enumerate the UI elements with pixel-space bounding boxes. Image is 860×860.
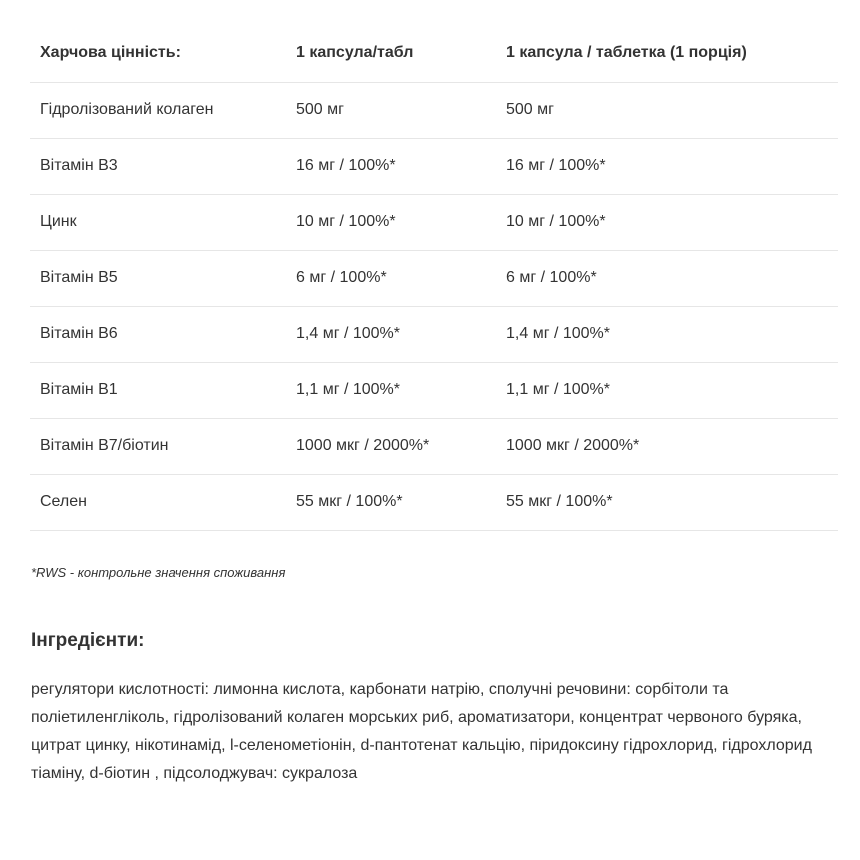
amount-per-capsule: 1,1 мг / 100%* <box>286 362 496 418</box>
nutrient-name: Вітамін В5 <box>30 250 286 306</box>
table-header-row <box>30 25 838 82</box>
nutrient-name: Вітамін В3 <box>30 138 286 194</box>
nutrient-name: Вітамін В7/біотин <box>30 418 286 474</box>
nutrition-table <box>30 25 838 531</box>
nutrient-name: Цинк <box>30 194 286 250</box>
amount-per-capsule: 10 мг / 100%* <box>286 194 496 250</box>
table-row <box>30 82 838 138</box>
header-per-capsule: 1 капсула/табл <box>286 25 496 82</box>
ingredients-heading: Інгредієнти: <box>31 630 145 651</box>
amount-per-serving: 10 мг / 100%* <box>496 194 838 250</box>
amount-per-serving: 6 мг / 100%* <box>496 250 838 306</box>
ingredients-text: регулятори кислотності: лимонна кислота, карбонати натрію, сполучні речовини: сорбітоли та поліетиленгліколь, гідролізований колаген морських риб, ароматизатори, концентрат червоного буряка, цитрат цинку, нікотинамід, l-селенометіонін, d-пантотенат кальцію, піридоксину гідрохлорид, гідрохлорид тіаміну, d-біотин , підсолоджувач: сукралоза <box>31 681 812 782</box>
amount-per-capsule: 55 мкг / 100%* <box>286 474 496 530</box>
nutrient-name: Селен <box>30 474 286 530</box>
amount-per-serving: 16 мг / 100%* <box>496 138 838 194</box>
amount-per-serving: 1,1 мг / 100%* <box>496 362 838 418</box>
amount-per-capsule: 500 мг <box>286 82 496 138</box>
rws-footnote: *RWS - контрольне значення споживання <box>31 565 286 580</box>
table-row <box>30 138 838 194</box>
amount-per-capsule: 16 мг / 100%* <box>286 138 496 194</box>
amount-per-capsule: 6 мг / 100%* <box>286 250 496 306</box>
table-row <box>30 306 838 362</box>
nutrient-name: Гідролізований колаген <box>30 82 286 138</box>
header-per-serving: 1 капсула / таблетка (1 порція) <box>496 25 838 82</box>
amount-per-serving: 500 мг <box>496 82 838 138</box>
table-row <box>30 250 838 306</box>
amount-per-serving: 1,4 мг / 100%* <box>496 306 838 362</box>
table-row <box>30 418 838 474</box>
nutrient-name: Вітамін В1 <box>30 362 286 418</box>
amount-per-serving: 55 мкг / 100%* <box>496 474 838 530</box>
nutrient-name: Вітамін В6 <box>30 306 286 362</box>
table-row <box>30 474 838 530</box>
amount-per-serving: 1000 мкг / 2000%* <box>496 418 838 474</box>
table-row <box>30 362 838 418</box>
table-row <box>30 194 838 250</box>
header-nutritional-value: Харчова цінність: <box>30 25 286 82</box>
amount-per-capsule: 1,4 мг / 100%* <box>286 306 496 362</box>
amount-per-capsule: 1000 мкг / 2000%* <box>286 418 496 474</box>
